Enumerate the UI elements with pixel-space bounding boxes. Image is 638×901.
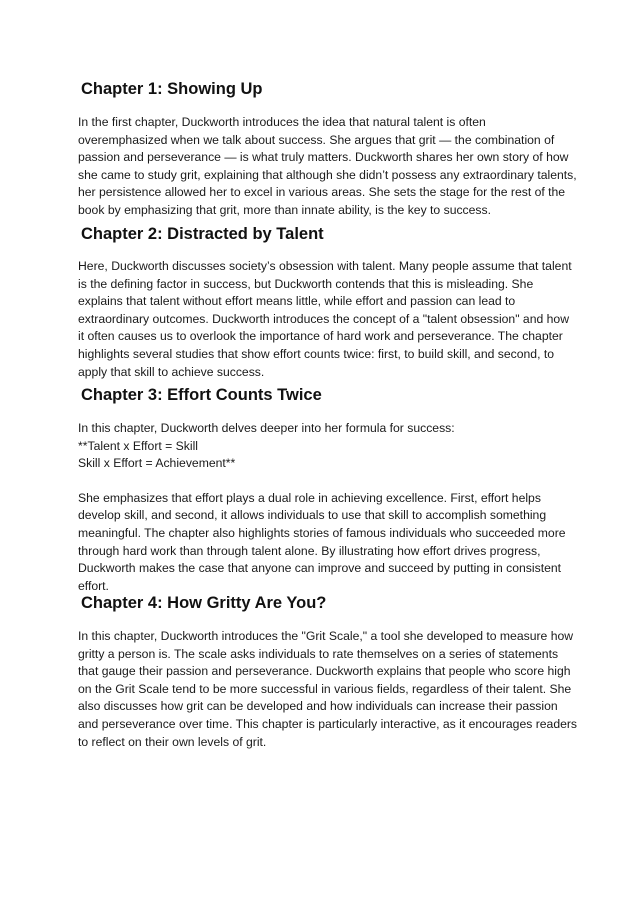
paragraph-line: gritty a person is. The scale asks individuals to rate themselves on a series of statements (78, 646, 559, 661)
paragraph-line: In this chapter, Duckworth delves deeper into her formula for success: (78, 421, 455, 435)
paragraph-line: that gauge their passion and perseverance. Duckworth explains that people who score high (78, 664, 571, 679)
paragraph-line: to reflect on their own levels of grit. (78, 734, 267, 749)
chapter-paragraph (78, 490, 568, 596)
paragraph-line: In the first chapter, Duckworth introduces the idea that natural talent is often (78, 115, 486, 129)
paragraph-line: book by emphasizing that grit, more than innate ability, is the key to success. (78, 202, 492, 217)
paragraph-line: develop skill, and second, it allows individuals to use that skill to accomplish something (78, 508, 547, 523)
formula-paragraph (78, 420, 568, 473)
formula-line: Skill x Effort = Achievement** (78, 456, 236, 471)
chapter-4-section (78, 593, 578, 751)
chapter-paragraph (78, 628, 578, 751)
chapter-1-section (78, 79, 577, 220)
paragraph-line: meaningful. The chapter also highlights stories of famous individuals who succeeded more (78, 525, 566, 540)
chapter-heading: Chapter 3: Effort Counts Twice (81, 386, 322, 404)
paragraph-line: is the defining factor in success, but Duckworth contends that this is misleading. She (78, 276, 534, 291)
paragraph-line: it often causes us to overlook the importance of hard work and perseverance. The chapter (78, 329, 563, 344)
paragraph-line: explains that talent without effort means little, while effort and passion can lead to (78, 294, 516, 309)
paragraph-line: extraordinary outcomes. Duckworth introduces the concept of a "talent obsession" and how (78, 311, 570, 326)
paragraph-line: She emphasizes that effort plays a dual role in achieving excellence. First, effort helps (78, 490, 541, 505)
paragraph-line: she came to study grit, explaining that although she didn’t possess any extraordinary talents, (78, 167, 577, 182)
formula-line: **Talent x Effort = Skill (78, 438, 199, 453)
paragraph-line: apply that skill to achieve success. (78, 364, 265, 379)
chapter-paragraph (78, 114, 577, 220)
paragraph-line: In this chapter, Duckworth introduces the "Grit Scale," a tool she developed to measure how (78, 629, 574, 643)
paragraph-line: on the Grit Scale tend to be more successful in various fields, regardless of their talent. She (78, 681, 572, 696)
paragraph-line: highlights several studies that show effort counts twice: first, to build skill, and second, to (78, 346, 555, 361)
paragraph-line: and perseverance over time. This chapter is particularly interactive, as it encourages readers (78, 716, 578, 731)
paragraph-line: Duckworth makes the case that anyone can improve and succeed by putting in consistent (78, 561, 562, 576)
paragraph-line: effort. (78, 578, 109, 593)
paragraph-line: overemphasized when we talk about success. She argues that grit — the combination of (78, 132, 555, 147)
paragraph-line: also discusses how grit can be developed and how individuals can increase their passion (78, 699, 558, 714)
paragraph-line: passion and perseverance — is what truly matters. Duckworth shares her own story of how (78, 150, 569, 165)
chapter-2-section (78, 224, 572, 381)
chapter-heading: Chapter 2: Distracted by Talent (81, 225, 324, 243)
paragraph-line: through hard work than through talent alone. By illustrating how effort drives progress, (78, 543, 541, 558)
chapter-paragraph (78, 258, 572, 381)
paragraph-line: her persistence allowed her to excel in various areas. She sets the stage for the rest of the (78, 185, 566, 200)
paragraph-line: Here, Duckworth discusses society’s obsession with talent. Many people assume that talent (78, 259, 572, 273)
chapter-3-section (78, 385, 568, 595)
chapter-heading: Chapter 4: How Gritty Are You? (81, 594, 327, 612)
chapter-heading: Chapter 1: Showing Up (81, 80, 263, 98)
